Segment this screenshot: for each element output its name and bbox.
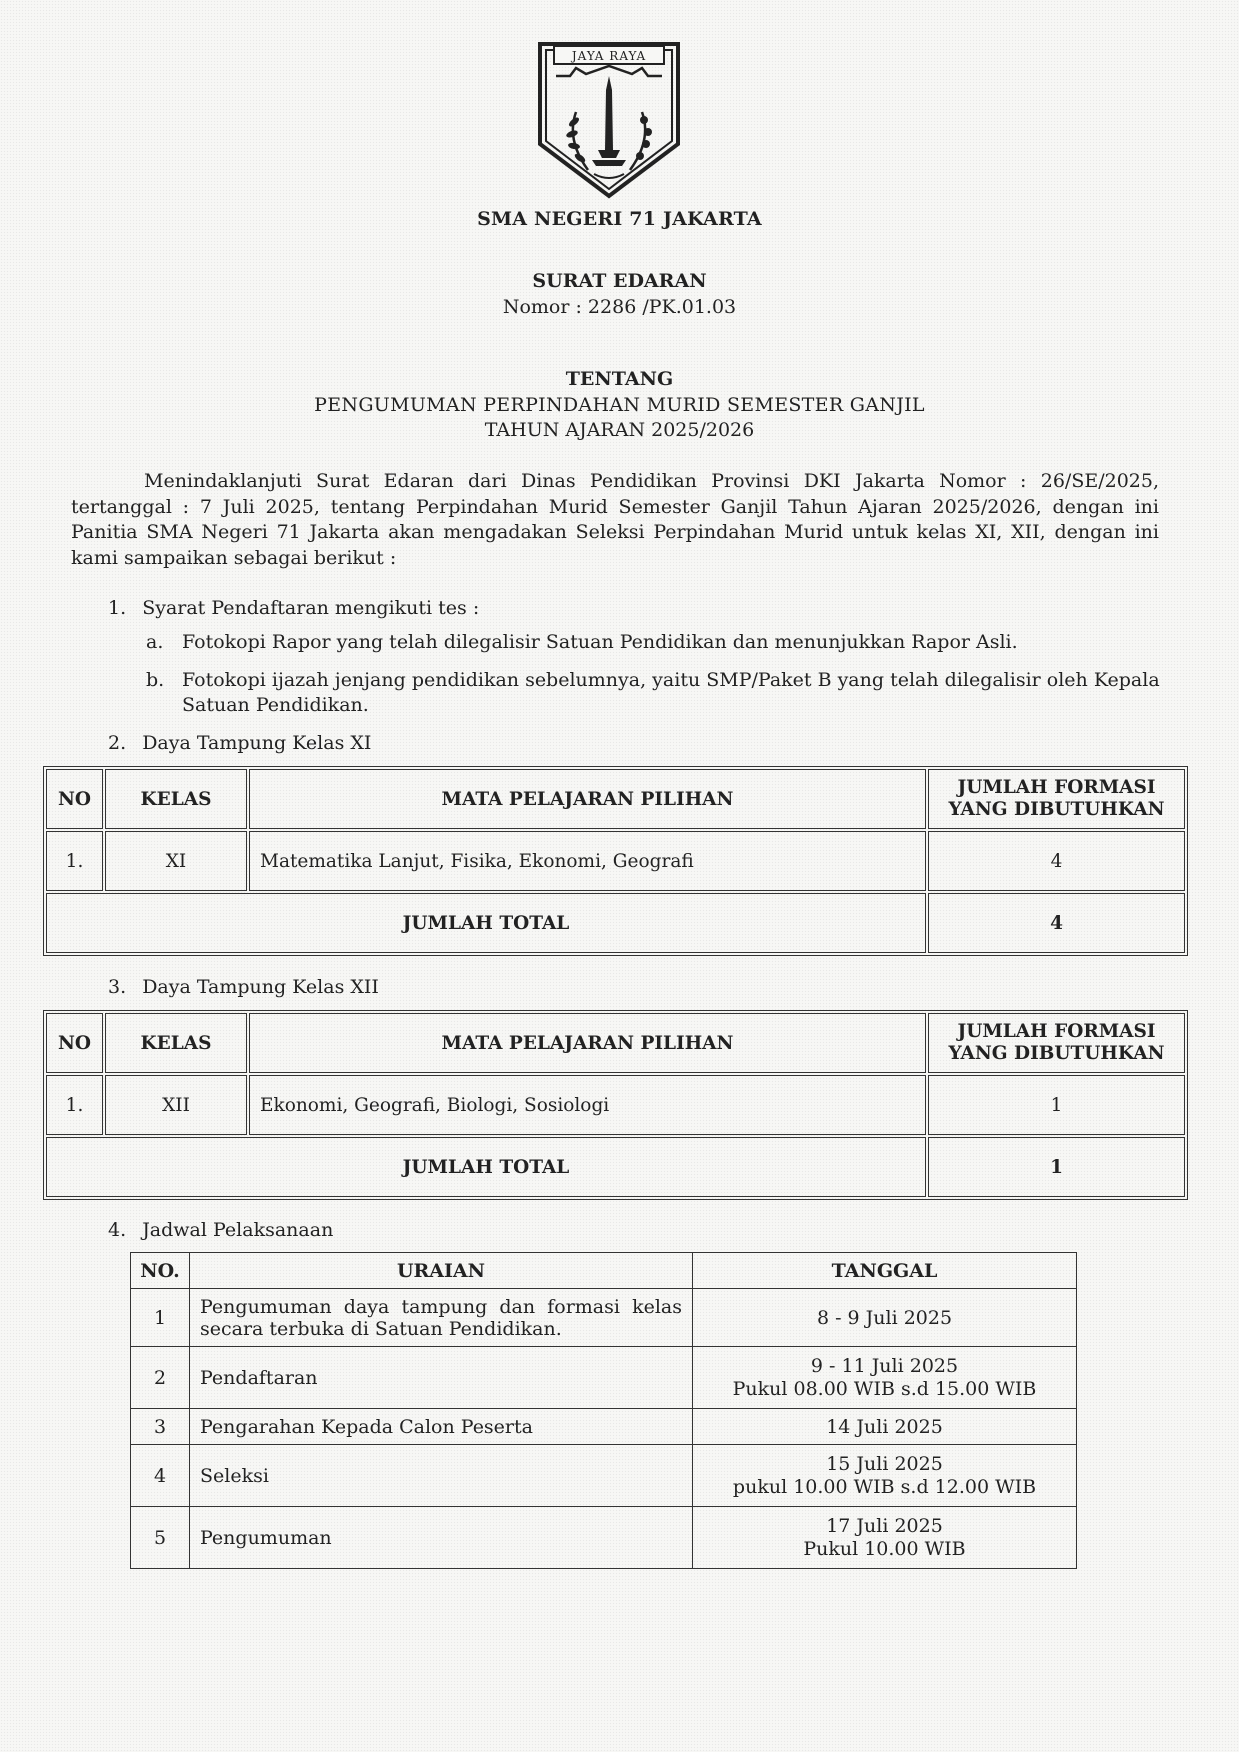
total-value: 4 xyxy=(928,893,1185,953)
cell-no: 1. xyxy=(46,831,103,891)
section-3-heading xyxy=(108,975,379,1000)
cell-kelas: XI xyxy=(105,831,247,891)
tanggal-line1: 14 Juli 2025 xyxy=(826,1415,943,1438)
section-1-title: Syarat Pendaftaran mengikuti tes : xyxy=(142,597,480,619)
section-1-heading xyxy=(108,596,479,621)
cell-tanggal xyxy=(693,1409,1077,1445)
letter-title: SURAT EDARAN xyxy=(532,270,707,292)
header-jumlah-line2: YANG DIBUTUHKAN xyxy=(948,1043,1165,1064)
header-jumlah-formasi xyxy=(928,769,1185,829)
header-mata-pelajaran: MATA PELAJARAN PILIHAN xyxy=(249,1013,926,1073)
cell-kelas: XII xyxy=(105,1075,247,1135)
cell-mata-pelajaran: Ekonomi, Geografi, Biologi, Sosiologi xyxy=(249,1075,926,1135)
header-no: NO xyxy=(46,769,103,829)
total-label: JUMLAH TOTAL xyxy=(46,1137,926,1197)
table-row xyxy=(131,1409,1077,1445)
list-item xyxy=(146,630,163,655)
section-3-number: 3. xyxy=(108,976,127,998)
tanggal-line1: 15 Juli 2025 xyxy=(826,1452,943,1475)
header-uraian: URAIAN xyxy=(190,1253,693,1289)
subject-line-1: PENGUMUMAN PERPINDAHAN MURID SEMESTER GANJIL xyxy=(314,394,925,416)
cell-uraian: Pengumuman daya tampung dan formasi kelas secara terbuka di Satuan Pendidikan. xyxy=(190,1289,693,1347)
dki-jakarta-crest-logo xyxy=(536,40,682,200)
cell-uraian: Seleksi xyxy=(190,1445,693,1507)
cell-tanggal xyxy=(693,1445,1077,1507)
table-row xyxy=(46,1075,1185,1135)
section-4-title: Jadwal Pelaksanaan xyxy=(142,1219,334,1241)
header-jumlah-line2: YANG DIBUTUHKAN xyxy=(948,799,1165,820)
list-item-text: Fotokopi ijazah jenjang pendidikan sebelumnya, yaitu SMP/Paket B yang telah dilegalisir oleh Kepala Satuan Pendidikan. xyxy=(182,669,1160,716)
tanggal-line2: pukul 10.00 WIB s.d 12.00 WIB xyxy=(732,1475,1037,1498)
cell-uraian: Pendaftaran xyxy=(190,1347,693,1409)
tanggal-line1: 17 Juli 2025 xyxy=(826,1514,943,1537)
cell-no: 3 xyxy=(131,1409,190,1445)
table-row xyxy=(131,1445,1077,1507)
header-tanggal: TANGGAL xyxy=(693,1253,1077,1289)
header-jumlah-line1: JUMLAH FORMASI xyxy=(957,777,1156,798)
capacity-table-xi xyxy=(43,766,1188,956)
section-1-number: 1. xyxy=(108,597,127,619)
section-3-title: Daya Tampung Kelas XII xyxy=(142,976,379,998)
letter-number: Nomor : 2286 /PK.01.03 xyxy=(502,296,737,318)
about-label: TENTANG xyxy=(565,368,674,390)
total-value: 1 xyxy=(928,1137,1185,1197)
cell-uraian: Pengumuman xyxy=(190,1507,693,1569)
header-jumlah-line1: JUMLAH FORMASI xyxy=(957,1021,1156,1042)
schedule-table xyxy=(130,1252,1077,1569)
list-item xyxy=(146,668,164,693)
section-2-heading xyxy=(108,731,371,756)
header-no: NO. xyxy=(131,1253,190,1289)
capacity-table-xii xyxy=(43,1010,1188,1200)
cell-no: 1 xyxy=(131,1289,190,1347)
cell-no: 1. xyxy=(46,1075,103,1135)
section-2-number: 2. xyxy=(108,732,127,754)
header-jumlah-formasi xyxy=(928,1013,1185,1073)
section-4-heading xyxy=(108,1218,333,1243)
cell-no: 2 xyxy=(131,1347,190,1409)
table-row xyxy=(46,831,1185,891)
header-kelas: KELAS xyxy=(105,769,247,829)
section-4-number: 4. xyxy=(108,1219,127,1241)
cell-no: 5 xyxy=(131,1507,190,1569)
cell-no: 4 xyxy=(131,1445,190,1507)
cell-mata-pelajaran: Matematika Lanjut, Fisika, Ekonomi, Geografi xyxy=(249,831,926,891)
cell-tanggal xyxy=(693,1507,1077,1569)
item-letter: b. xyxy=(146,669,165,691)
total-label: JUMLAH TOTAL xyxy=(46,893,926,953)
section-2-title: Daya Tampung Kelas XI xyxy=(142,732,372,754)
tanggal-line1: 8 - 9 Juli 2025 xyxy=(816,1306,953,1329)
header-mata-pelajaran: MATA PELAJARAN PILIHAN xyxy=(249,769,926,829)
table-row xyxy=(131,1507,1077,1569)
total-row xyxy=(46,893,1185,953)
subject-line-2: TAHUN AJARAN 2025/2026 xyxy=(484,419,755,441)
header-kelas: KELAS xyxy=(105,1013,247,1073)
tanggal-line2: Pukul 08.00 WIB s.d 15.00 WIB xyxy=(732,1377,1037,1400)
header-no: NO xyxy=(46,1013,103,1073)
table-row xyxy=(131,1347,1077,1409)
tanggal-line1: 9 - 11 Juli 2025 xyxy=(810,1354,959,1377)
total-row xyxy=(46,1137,1185,1197)
table-row xyxy=(131,1289,1077,1347)
cell-uraian: Pengarahan Kepada Calon Peserta xyxy=(190,1409,693,1445)
cell-jumlah: 1 xyxy=(928,1075,1185,1135)
logo-banner-text: JAYA RAYA xyxy=(571,49,647,63)
cell-tanggal xyxy=(693,1347,1077,1409)
intro-paragraph: Menindaklanjuti Surat Edaran dari Dinas Pendidikan Provinsi DKI Jakarta Nomor : 26/SE/2025, tertanggal : 7 Juli 2025, tentang Perpindahan Murid Semester Ganjil Tahun Ajaran 2025/2026, dengan ini Panitia SMA Negeri 71 Jakarta akan mengadakan Seleksi Perpindahan Murid untuk kelas XI, XII, dengan ini kami sampaikan sebagai berikut : xyxy=(71,470,1159,569)
tanggal-line2: Pukul 10.00 WIB xyxy=(803,1537,966,1560)
item-letter: a. xyxy=(146,631,164,653)
cell-tanggal xyxy=(693,1289,1077,1347)
school-name: SMA NEGERI 71 JAKARTA xyxy=(477,208,762,230)
cell-jumlah: 4 xyxy=(928,831,1185,891)
list-item-text: Fotokopi Rapor yang telah dilegalisir Satuan Pendidikan dan menunjukkan Rapor Asli. xyxy=(182,631,1018,653)
